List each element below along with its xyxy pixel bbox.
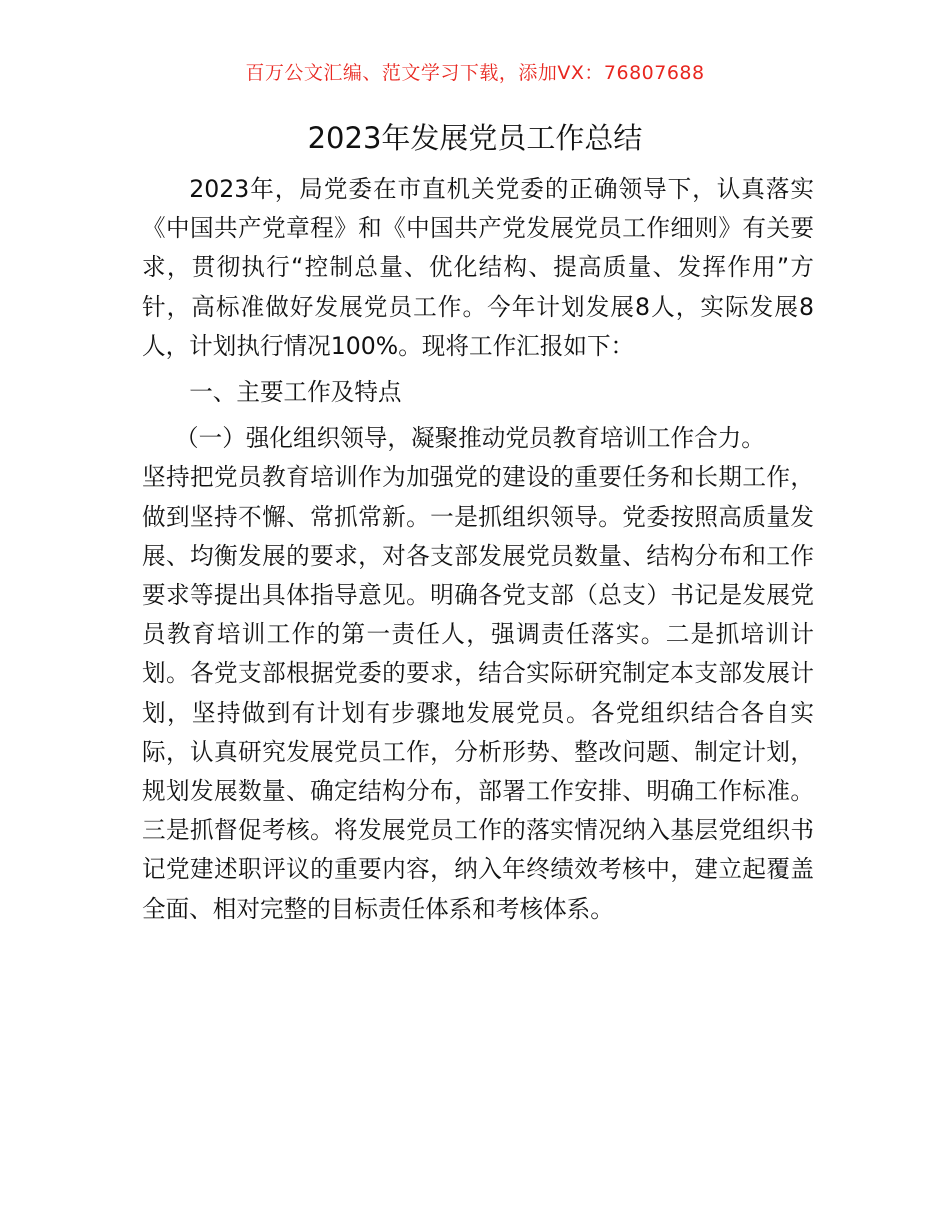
document-title: 2023年发展党员工作总结 [307,121,643,155]
document-body [142,170,814,929]
intro-paragraph: 2023年，局党委在市直机关党委的正确领导下，认真落实《中国共产党章程》和《中国共产党发展党员工作细则》有关要求，贯彻执行“控制总量、优化结构、提高质量、发挥作用”方针，高标准做好发展党员工作。今年计划发展8人，实际发展8人，计划执行情况100%。现将工作汇报如下： [142,175,814,360]
subsection-body-paragraph: 坚持把党员教育培训作为加强党的建设的重要任务和长期工作，做到坚持不懈、常抓常新。一是抓组织领导。党委按照高质量发展、均衡发展的要求，对各支部发展党员数量、结构分布和工作要求等提出具体指导意见。明确各党支部（总支）书记是发展党员教育培训工作的第一责任人，强调责任落实。二是抓培训计划。各党支部根据党委的要求，结合实际研究制定本支部发展计划，坚持做到有计划有步骤地发展党员。各党组织结合各自实际，认真研究发展党员工作，分析形势、整改问题、制定计划，规划发展数量、确定结构分布，部署工作安排、明确工作标准。三是抓督促考核。将发展党员工作的落实情况纳入基层党组织书记党建述职评议的重要内容，纳入年终绩效考核中，建立起覆盖全面、相对完整的目标责任体系和考核体系。 [142,463,814,923]
section-heading: 一、主要工作及特点 [189,378,402,407]
subsection-heading: （一）强化组织领导，凝聚推动党员教育培训工作合力。 [175,424,765,453]
header-watermark-note: 百万公文汇编、范文学习下载，添加VX：76807688 [245,62,705,84]
